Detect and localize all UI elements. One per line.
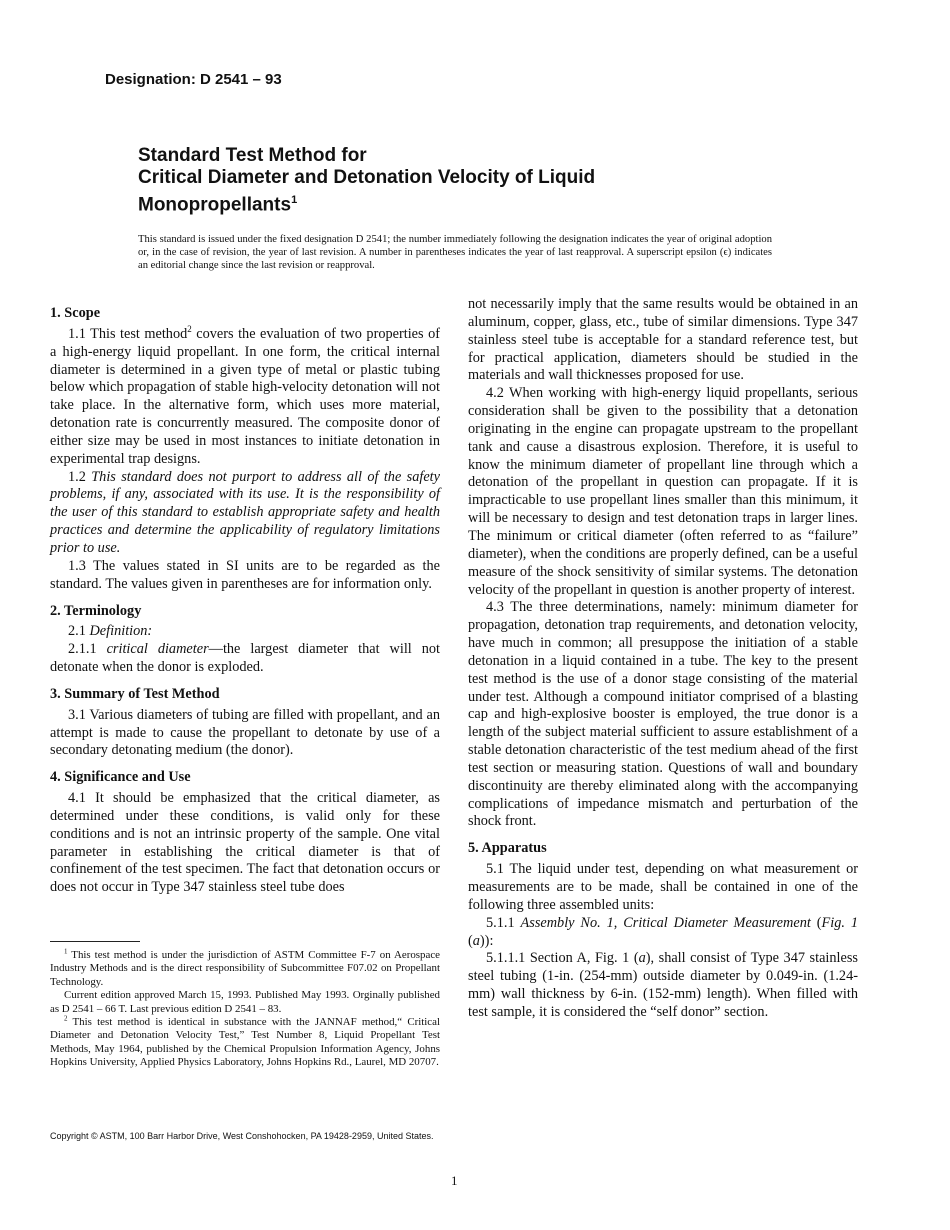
paragraph xyxy=(468,296,858,385)
section-heading: 5. Apparatus xyxy=(468,840,547,857)
left-column xyxy=(50,296,440,897)
text-run: not necessarily imply that the same results would be obtained in an aluminum, copper, glass, etc., tube of similar dimensions. Type 347 stainless steel tube is acceptable for a standard reference test, but for practical application, diameters should be studied in the materials and wall thicknesses proposed for use. xyxy=(468,296,858,384)
text-run: This test method is identical in substance with the JANNAF method,“ Critical Diameter and Detonation Velocity Test,” Test Number 8, Liquid Propellant Test Methods, May 1964, published by the Chemical Propulsion Information Agency, Johns Hopkins University, Applied Physics Laboratory, Johns Hopkins Rd., Laurel, MD 20707. xyxy=(50,1016,440,1069)
footnote-ref: 2 xyxy=(64,1014,68,1023)
footnote-ref: 1 xyxy=(64,947,68,956)
italic-text: Fig. 1 xyxy=(821,914,858,931)
section-heading: 3. Summary of Test Method xyxy=(50,685,220,702)
title-line: Critical Diameter and Detonation Velocity of Liquid xyxy=(138,167,596,188)
copyright: Copyright © ASTM, 100 Barr Harbor Drive, West Conshohocken, PA 19428-2959, United States. xyxy=(50,1131,434,1141)
paragraph xyxy=(468,861,858,915)
paragraph xyxy=(468,915,858,951)
text-run: , xyxy=(613,914,624,931)
preamble: This standard is issued under the fixed designation D 2541; the number immediately following the designation indicates the year of original adoption or, in the case of revision, the year of last revision. A number in parentheses indicates the year of last reapproval. A superscript epsilon (ϵ) indicates an editorial change since the last revision or reapproval. xyxy=(138,234,772,272)
text-run: 5.1.1.1 Section A, Fig. 1 ( xyxy=(486,950,639,967)
text-run: ( xyxy=(810,914,822,931)
title-line: Standard Test Method for xyxy=(138,145,367,166)
italic-text: Assembly No. 1 xyxy=(520,914,614,931)
text-run: )): xyxy=(479,932,494,949)
right-column xyxy=(468,296,858,1022)
text-run: This test method is under the jurisdiction of ASTM Committee F-7 on Aerospace Industry Methods and is the direct responsibility of Subcommittee F07.02 on Propellant Technology. xyxy=(50,949,440,988)
text-run: 1.2 xyxy=(68,468,92,485)
italic-text: Critical Diameter Measurement xyxy=(623,914,811,931)
paragraph xyxy=(50,623,440,641)
paragraph xyxy=(50,641,440,677)
text-run: 4.1 It should be emphasized that the critical diameter, as determined under these conditions, is valid only for these conditions and is not an intrinsic property of the sample. One vital parameter in establishing the critical diameter is that of confinement of the test specimen. The fact that detonation occurs or does not occur in Type 347 stainless steel tube does xyxy=(50,790,440,896)
text-run: 1.1 This test method xyxy=(68,325,188,342)
section-heading: 1. Scope xyxy=(50,305,101,321)
text-run: 5.1.1 xyxy=(486,914,521,931)
paragraph xyxy=(50,326,440,469)
paragraph xyxy=(50,707,440,761)
text-run: 5.1 The liquid under test, depending on what measurement or measurements are to be made, shall be contained in one of the following three assembled units: xyxy=(468,861,858,913)
text-run: ( xyxy=(468,932,473,949)
paragraph xyxy=(468,950,858,1021)
page-number: 1 xyxy=(451,1173,458,1188)
paragraph xyxy=(50,558,440,594)
section-heading: 4. Significance and Use xyxy=(50,769,191,786)
paragraph xyxy=(468,385,858,599)
text-run: 2.1 xyxy=(68,623,90,640)
text-run: covers the evaluation of two properties of a high-energy liquid propellant. In one form, the critical internal diameter is determined in a given type of metal or plastic tubing below which propagation of stable high-velocity detonation will not take place. In the alternative form, which uses more material, detonation rate is concurrently measured. The composite donor of either size may be used in most instances to initiate detonation in experimental trap designs. xyxy=(50,325,440,467)
text-run: 1.3 The values stated in SI units are to be regarded as the standard. The values given in parentheses are for information only. xyxy=(50,557,440,592)
paragraph xyxy=(468,599,858,831)
paragraph xyxy=(50,790,440,897)
text-run: 2.1.1 xyxy=(68,641,107,658)
section-heading: 2. Terminology xyxy=(50,602,142,619)
footnote-ref: 1 xyxy=(291,194,298,206)
text-run: Current edition approved March 15, 1993. Published May 1993. Orginally published as D 2541 – 66 T. Last previous edition D 2541 – 83. xyxy=(50,989,440,1015)
text-run: 4.2 When working with high-energy liquid propellants, serious consideration shall be given to the possibility that a detonation originating in the engine can propagate upstream to the propellant tank and cause a disastrous explosion. Therefore, it is useful to know the minimum diameter of propellant line through which a detonation of the propellant in question can propagate. If it is impracticable to use propellant lines smaller than this minimum, it will be necessary to design and test detonation traps in larger lines. The minimum or critical diameter (often referred to as “failure” diameter), when the conditions are properly defined, can be a useful measure of the shock sensitivity of similar systems. The detonation velocity of the propellant in question is another property of interest. xyxy=(468,385,858,598)
document-title xyxy=(138,145,778,216)
footnotes xyxy=(50,949,440,1070)
italic-text: critical diameter xyxy=(106,641,209,658)
italic-text: Definition: xyxy=(89,623,153,640)
italic-text: a xyxy=(472,932,480,949)
footnote xyxy=(50,989,440,1016)
footnote-divider xyxy=(50,941,140,942)
italic-text: a xyxy=(638,950,646,967)
footnote xyxy=(50,1016,440,1070)
text-run: 3.1 Various diameters of tubing are filled with propellant, and an attempt is made to cause the propellant to detonate by use of a secondary detonating medium (the donor). xyxy=(50,706,440,759)
designation: Designation: D 2541 – 93 xyxy=(105,71,282,88)
text-run: ), shall consist of Type 347 stainless steel tubing (1-in. (254-mm) outside diameter by 0.049-in. (1.24-mm) wall thickness by 6-in. (152-mm) length). When filled with test sample, it is considered the “self donor” section. xyxy=(468,950,858,1020)
paragraph xyxy=(50,469,440,558)
footnote xyxy=(50,949,440,989)
italic-text: This standard does not purport to address all of the safety problems, if any, associated with its use. It is the responsibility of the user of this standard to establish appropriate safety and health practices and determine the applicability of regulatory limitations prior to use. xyxy=(50,468,440,556)
footnote-ref: 2 xyxy=(187,324,192,335)
title-line xyxy=(138,189,778,216)
text-run: —the largest diameter that will not detonate when the donor is exploded. xyxy=(50,641,441,676)
text-run: 4.3 The three determinations, namely: minimum diameter for propagation, detonation trap requirements, and detonation velocity, have much in common; all presuppose the initiation of a stable detonation in a liquid contained in a tube. The key to the present test method is the use of a donor stage consisting of the material under test. Although a compound initiator comprised of a blasting cap and high-explosive booster is employed, the true donor is a length of the subject material sufficient to assure establishment of a stable detonation characteristic of the test medium ahead of the first test section or measuring station. Questions of wall and boundary discontinuity are thereby eliminated along with the accompanying complications of impedance mismatch and perturbation of the shock front. xyxy=(468,599,858,830)
title-text: Monopropellants xyxy=(138,194,292,216)
